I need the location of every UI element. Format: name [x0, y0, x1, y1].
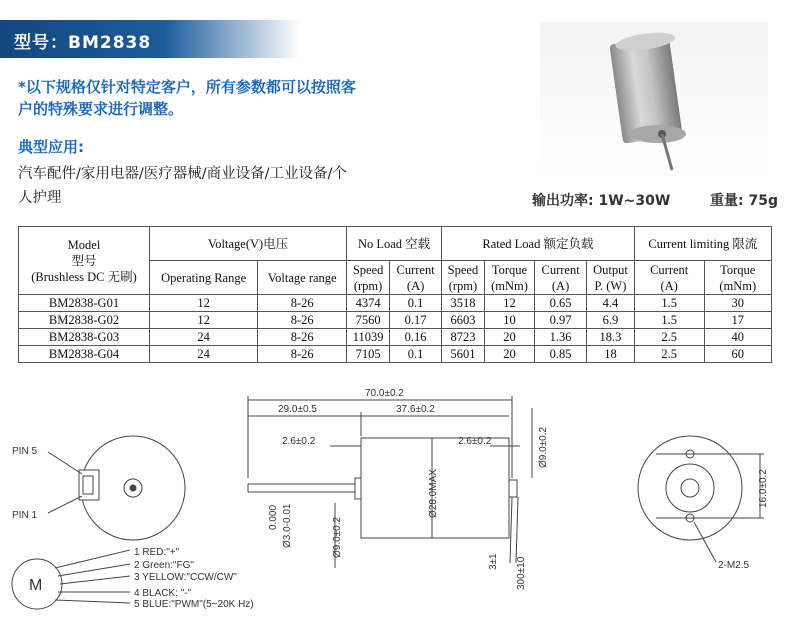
header-noload: No Load 空载 [347, 227, 442, 261]
dim-boss-diameter-left: Ø9.0±0.2 [332, 516, 343, 558]
dim-flange-right: 2.6±0.2 [458, 436, 492, 447]
spec-table [18, 226, 772, 363]
dim-shaft-tol: 0.000 [268, 504, 279, 530]
customization-note: *以下规格仅针对特定客户，所有参数都可以按照客户的特殊要求进行调整。 [18, 78, 356, 118]
motor-letter: M [29, 577, 43, 594]
subheader: Speed (rpm) [347, 261, 390, 295]
header-limit: Current limiting 限流 [634, 227, 771, 261]
subheader: Torque (mNm) [704, 261, 772, 295]
subheader: Output P. (W) [587, 261, 635, 295]
page-title: 型号：BM2838 [14, 33, 152, 53]
dim-body-diameter: Ø28.0MAX [428, 469, 439, 518]
table-row: BM2838-G04 24 8-26 7105 0.1 5601 20 0.85 18 2.5 60 [19, 346, 772, 363]
applications-text: 汽车配件/家用电器/医疗器械/商业设备/工业设备/个人护理 [18, 166, 347, 206]
pin5-label: PIN 5 [12, 446, 38, 457]
title-banner [0, 20, 300, 58]
applications-heading: 典型应用: [18, 138, 84, 156]
wire-3: 3 YELLOW:"CCW/CW" [134, 572, 237, 583]
dim-boss-diameter-right: Ø9.0±0.2 [538, 426, 549, 468]
header-model: Model 型号 (Brushless DC 无刷) [19, 227, 150, 295]
dim-shaft-length: 29.0±0.5 [278, 404, 317, 415]
dim-flange-left: 2.6±0.2 [282, 436, 316, 447]
dim-hole-spacing: 16.0±0.2 [758, 469, 769, 508]
dim-shaft-diameter: Ø3.0-0.01 [282, 503, 293, 548]
table-row: BM2838-G01 12 8-26 4374 0.1 3518 12 0.65 4.4 1.5 30 [19, 295, 772, 312]
table-row: BM2838-G03 24 8-26 11039 0.16 8723 20 1.36 18.3 2.5 40 [19, 329, 772, 346]
subheader: Current (A) [535, 261, 587, 295]
wire-2: 2 Green:"FG" [134, 560, 194, 571]
motor-photo [540, 22, 768, 178]
subheader: Torque (mNm) [484, 261, 534, 295]
dimension-drawing [0, 378, 790, 631]
weight: 重量: 75g [710, 193, 778, 209]
subheader: Speed (rpm) [442, 261, 485, 295]
header-voltage: Voltage(V)电压 [150, 227, 347, 261]
header-rated: Rated Load 额定负载 [442, 227, 635, 261]
output-power: 输出功率: 1W~30W [532, 193, 671, 209]
table-row: BM2838-G02 12 8-26 7560 0.17 6603 10 0.97 6.9 1.5 17 [19, 312, 772, 329]
subheader: Current (A) [634, 261, 704, 295]
subheader: Voltage range [258, 261, 347, 295]
dim-screw-holes: 2-M2.5 [718, 560, 750, 571]
rear-view-outline [638, 436, 742, 540]
dim-lead-300: 300±10 [516, 556, 527, 590]
subheader: Operating Range [150, 261, 258, 295]
wire-4: 4 BLACK: "-" [134, 588, 192, 599]
dim-lead-3: 3±1 [488, 553, 499, 570]
dim-total-length: 70.0±0.2 [365, 388, 404, 399]
wire-1: 1 RED:"+" [134, 547, 180, 558]
dim-body-length: 37.6±0.2 [396, 404, 435, 415]
wire-5: 5 BLUE:"PWM"(5~20K Hz) [134, 599, 254, 610]
subheader: Current (A) [390, 261, 442, 295]
pin1-label: PIN 1 [12, 510, 38, 521]
